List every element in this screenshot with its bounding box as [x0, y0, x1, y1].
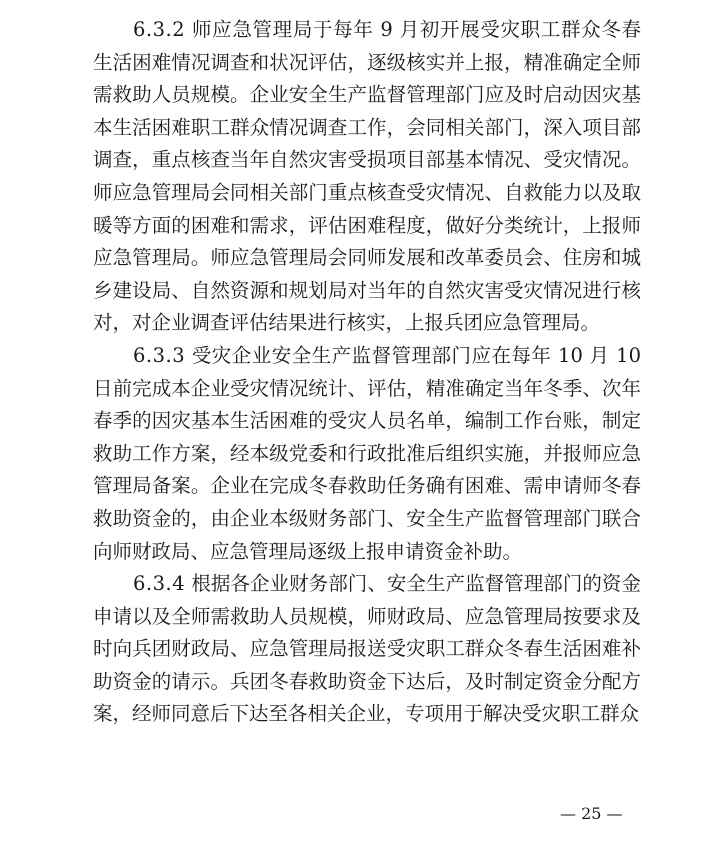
paragraph-text: 受灾企业安全生产监督管理部门应在每年 10 月 10 日前完成本企业受灾情况统计、评估，精准确定当年冬季、次年春季的因灾基本生活困难的受灾人员名单，编制工作台账，制定救助工作方案，经本级党委和行政批准后组织实施，并报师应急管理局备案。企业在完成冬春救助任务确有困难、需申请师冬春救助资金的，由企业本级财务部门、安全生产监督管理部门联合向师财政局、应急管理局逐级上报申请资金补助。 [93, 343, 641, 563]
section-number: 6.3.2 [133, 18, 186, 41]
paragraph-text: 师应急管理局于每年 9 月初开展受灾职工群众冬春生活困难情况调查和状况评估，逐级核实并上报，精准确定全师需救助人员规模。企业安全生产监督管理部门应及时启动因灾基本生活困难职工群众情况调查工作，会同相关部门，深入项目部调查，重点核查当年自然灾害受损项目部基本情况、受灾情况。师应急管理局会同相关部门重点核查受灾情况、自救能力以及取暖等方面的困难和需求，评估困难程度，做好分类统计，上报师应急管理局。师应急管理局会同师发展和改革委员会、住房和城乡建设局、自然资源和规划局对当年的自然灾害受灾情况进行核对，对企业调查评估结果进行核实，上报兵团应急管理局。 [93, 18, 641, 335]
paragraph-6-3-3 [93, 340, 641, 568]
paragraph-6-3-4 [93, 568, 641, 731]
paragraph-text: 根据各企业财务部门、安全生产监督管理部门的资金申请以及全师需救助人员规模，师财政局、应急管理局按要求及时向兵团财政局、应急管理局报送受灾职工群众冬春生活困难补助资金的请示。兵团冬春救助资金下达后，及时制定资金分配方案，经师同意后下达至各相关企业，专项用于解决受灾职工群众 [93, 572, 641, 726]
page-number: — 25 — [560, 804, 623, 823]
document-body [93, 14, 641, 731]
section-number: 6.3.3 [133, 343, 186, 367]
section-number: 6.3.4 [133, 572, 186, 596]
paragraph-6-3-2 [93, 14, 641, 340]
